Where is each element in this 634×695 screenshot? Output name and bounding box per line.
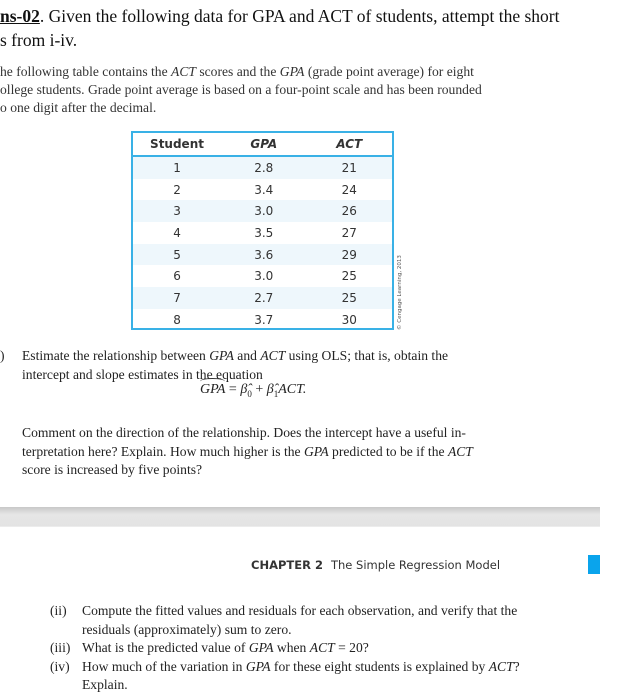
data-table: [131, 131, 394, 330]
cell-act: 30: [341, 312, 357, 327]
table-row: [133, 287, 392, 309]
beta0-subscript: 0: [247, 388, 252, 399]
page-divider: [0, 507, 600, 527]
part-iv: [50, 658, 520, 695]
beta0-hat: β̂: [240, 382, 248, 397]
part-ii-line1: Compute the fitted values and residuals for each observation, and verify that the: [82, 603, 518, 618]
part-i-text: and: [233, 348, 261, 363]
part-label: (ii): [50, 603, 67, 618]
intro-text: (grade point average) for eight: [304, 64, 474, 79]
chapter-header: [251, 558, 500, 572]
table-row: [133, 156, 392, 179]
act-term: ACT: [260, 348, 286, 363]
question-heading: [0, 4, 559, 52]
part-i-marker: ): [0, 348, 5, 363]
intro-paragraph: [0, 63, 482, 117]
part-ii: [50, 602, 520, 639]
cell-gpa: 3.6: [221, 244, 306, 266]
beta1-subscript: 1: [273, 388, 279, 399]
cell-act: 25: [307, 287, 392, 309]
gpa-term: GPA: [248, 640, 274, 655]
cell-student: 5: [133, 244, 221, 266]
gpa-term: GPA: [245, 658, 271, 674]
part-i-comment: [22, 424, 473, 480]
part-iii-text: = 20?: [334, 640, 369, 655]
header-student: Student: [133, 133, 221, 156]
gpa-term: GPA: [303, 443, 329, 459]
copyright-text: © Cengage Learning, 2013: [397, 255, 403, 330]
act-term: ACT: [171, 64, 196, 79]
cell-student: 1: [133, 156, 221, 179]
table-row: [133, 309, 392, 331]
part-label: (iv): [50, 658, 70, 674]
cell-gpa: 2.8: [221, 156, 306, 179]
part-i-text: Estimate the relationship between: [22, 348, 210, 363]
table-row: [133, 200, 392, 222]
cell-act: 27: [341, 225, 357, 240]
cell-act: 29: [307, 244, 392, 266]
cell-student: 7: [133, 287, 221, 309]
part-iv-text: for these eight students is explained by: [270, 658, 489, 674]
question-heading-line2: s from i-iv.: [0, 30, 78, 50]
gpa-term: GPA: [209, 348, 234, 363]
intro-text: scores and the: [195, 64, 280, 79]
cell-gpa: 3.4: [254, 182, 274, 197]
act-term: ACT: [309, 640, 335, 655]
comment-line1: Comment on the direction of the relationship. Does the intercept have a useful in-: [22, 425, 466, 440]
beta1-hat: β̂: [266, 382, 274, 397]
act-term: ACT: [447, 443, 473, 459]
cell-gpa: 3.0: [221, 200, 306, 222]
question-label: ns-02: [0, 6, 40, 26]
header-act: ACT: [307, 133, 392, 156]
cell-act: 26: [307, 200, 392, 222]
table-row: [133, 179, 392, 201]
part-label: (iii): [50, 640, 71, 655]
plus-sign: +: [251, 382, 267, 397]
comment-line3: score is increased by five points?: [22, 462, 203, 477]
part-iii-text: What is the predicted value of: [82, 640, 249, 655]
part-iii: [50, 639, 520, 658]
intro-text: he following table contains the: [0, 64, 172, 79]
part-ii-line2: residuals (approximately) sum to zero.: [82, 621, 292, 637]
cell-gpa: 3.5: [254, 225, 274, 240]
cell-act: 25: [341, 269, 357, 284]
part-iii-text: when: [273, 640, 310, 655]
chapter-title: The Simple Regression Model: [330, 558, 501, 572]
cell-student: 6: [173, 269, 181, 284]
act-term: ACT: [488, 658, 514, 674]
intro-line2: ollege students. Grade point average is based on a four-point scale and has been rounded: [0, 82, 482, 97]
cell-gpa: 2.7: [221, 287, 306, 309]
cell-act: 21: [307, 156, 392, 179]
cell-act: 24: [341, 182, 357, 197]
header-gpa: GPA: [221, 133, 306, 156]
part-i-line2: intercept and slope estimates in the equation: [22, 366, 263, 382]
cell-gpa: 3.0: [254, 269, 274, 284]
part-iv-text: How much of the variation in: [82, 658, 246, 674]
part-iv-text: ?: [513, 658, 520, 674]
gpa-term: GPA: [279, 64, 305, 79]
intro-line3: o one digit after the decimal.: [0, 100, 157, 115]
gpa-hat: GPA: [200, 382, 226, 397]
chapter-accent-tab: [588, 555, 600, 574]
table-header-row: [133, 133, 392, 156]
chapter-number: CHAPTER 2: [251, 558, 323, 572]
table-row: [133, 244, 392, 266]
copyright-notice: [397, 255, 411, 330]
cell-student: 8: [173, 312, 181, 327]
cell-student: 4: [173, 225, 181, 240]
question-heading-text: . Given the following data for GPA and ACT of students, attempt the short: [39, 6, 560, 26]
table-row: [133, 265, 392, 287]
cell-gpa: 3.7: [254, 312, 274, 327]
equals-sign: =: [225, 382, 241, 397]
comment-text: predicted to be if the: [328, 443, 448, 459]
table-row: [133, 222, 392, 244]
part-i-text: using OLS; that is, obtain the: [285, 348, 449, 363]
comment-text: terpretation here? Explain. How much higher is the: [22, 443, 304, 459]
part-iv-line2: Explain.: [82, 677, 128, 692]
cell-student: 2: [173, 182, 181, 197]
cell-student: 3: [133, 200, 221, 222]
act-variable: ACT.: [278, 382, 307, 397]
sub-parts-list: [50, 602, 520, 695]
regression-equation: [200, 382, 306, 399]
